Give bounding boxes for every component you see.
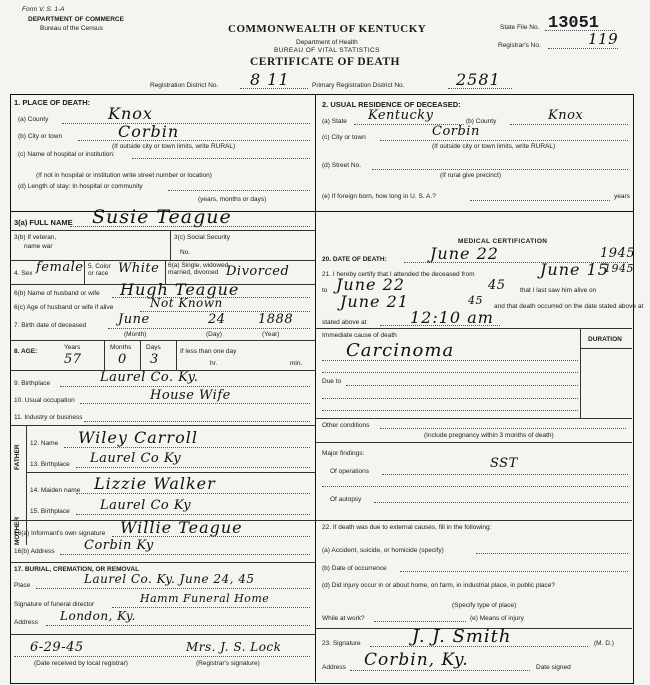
burial-label: 17. BURIAL, CREMATION, OR REMOVAL xyxy=(14,566,140,573)
date-of-death-value: June 22 xyxy=(430,244,499,263)
certify-label: 21. I hereby certify that I attended the deceased from xyxy=(322,271,475,278)
occurrence-label: (b) Date of occurrence xyxy=(322,565,387,572)
birth-day-label: (Day) xyxy=(206,331,222,338)
hospital-note: (If not in hospital or institution write street number or location) xyxy=(36,172,212,179)
attended-from-value: June 15 xyxy=(540,260,609,279)
informant-address-value: Corbin Ky xyxy=(84,538,154,553)
father-name-value: Wiley Carroll xyxy=(78,428,198,447)
usual-residence-label: 2. USUAL RESIDENCE OF DECEASED: xyxy=(322,100,461,109)
full-name-label: 3(a) FULL NAME xyxy=(14,218,73,227)
accident-label: (a) Accident, suicide, or homicide (specify) xyxy=(322,547,444,554)
primary-reg-label: Primary Registration District No. xyxy=(312,82,405,89)
res-city-label: (c) City or town xyxy=(322,134,366,141)
last-saw-label: that I last saw him alive on xyxy=(520,287,597,294)
age-days-label: Days xyxy=(146,344,161,351)
where-injury-label: (d) Did injury occur in or about home, on farm, in industrial place, in public place? xyxy=(322,582,556,589)
age-months-value: 0 xyxy=(118,352,127,367)
birth-year-label: (Year) xyxy=(262,331,280,338)
social-security-label: 3(c) Social Security xyxy=(174,234,230,241)
father-birthplace-value: Laurel Co Ky xyxy=(90,451,182,466)
marital-value: Divorced xyxy=(226,264,290,279)
husband-label: 6(b) Name of husband or wife xyxy=(14,290,100,297)
father-name-label: 12. Name xyxy=(30,440,59,447)
major-findings-label: Major findings: xyxy=(322,450,365,457)
birth-month-value: June xyxy=(118,312,150,327)
mother-name-value: Lizzie Walker xyxy=(94,474,216,493)
funeral-address-label: Address xyxy=(14,619,38,626)
hospital-label: (c) Name of hospital or institution: xyxy=(18,151,115,158)
signer-address-value: Corbin, Ky. xyxy=(364,650,469,670)
registrar-signature-value: Mrs. J. S. Lock xyxy=(186,640,282,654)
medical-cert-label: MEDICAL CERTIFICATION xyxy=(458,238,548,245)
state-file-number: 13051 xyxy=(548,14,600,33)
md-label: (M. D.) xyxy=(594,640,614,647)
primary-reg-number: 2581 xyxy=(456,70,501,89)
res-outside-note: (If outside city or town limits, write RURAL) xyxy=(432,143,556,150)
color-value: White xyxy=(118,261,160,276)
full-name-value: Susie Teague xyxy=(92,206,232,228)
birth-date-label: 7. Birth date of deceased xyxy=(14,322,87,329)
hr-label: hr. xyxy=(210,360,218,367)
birth-month-label: (Month) xyxy=(124,331,147,338)
res-state-value: Kentucky xyxy=(368,108,434,123)
signature-label: 23. Signature xyxy=(322,640,361,647)
marital-label: 6(a) Single, widowed, married, divorced xyxy=(168,262,231,276)
occupation-label: 10. Usual occupation xyxy=(14,397,75,404)
res-county-value: Knox xyxy=(548,108,584,123)
informant-value: Willie Teague xyxy=(120,518,243,537)
cause-of-death-value: Carcinoma xyxy=(346,340,455,361)
funeral-director-value: Hamm Funeral Home xyxy=(140,592,270,605)
date-signed-label: Date signed xyxy=(536,664,571,671)
death-outside-note: (If outside city or town limits, write RURAL) xyxy=(112,143,236,150)
sex-label: 4. Sex xyxy=(14,270,33,277)
department-label: DEPARTMENT OF COMMERCE xyxy=(28,16,124,23)
date-of-death-label: 20. DATE OF DEATH: xyxy=(322,256,387,263)
mother-name-label: 14. Maiden name xyxy=(30,487,81,494)
commonwealth-heading: COMMONWEALTH OF KENTUCKY xyxy=(228,23,427,35)
bureau-vital-label: BUREAU OF VITAL STATISTICS xyxy=(274,47,380,54)
immediate-cause-label: Immediate cause of death xyxy=(322,332,397,339)
while-at-work-label: While at work? xyxy=(322,615,365,622)
birthplace-label: 9. Birthplace xyxy=(14,380,51,387)
name-war-label: name war xyxy=(24,243,53,250)
form-number: Form V. S. 1-A xyxy=(22,6,65,13)
res-city-value: Corbin xyxy=(432,124,480,139)
due-to-label: Due to xyxy=(322,378,342,385)
foreign-born-label: (e) If foreign born, how long in U. S. A.? xyxy=(322,193,436,200)
mother-birthplace-value: Laurel Co Ky xyxy=(100,498,192,513)
attended-to-value: June 22 xyxy=(336,275,405,294)
occupation-value: House Wife xyxy=(150,388,231,403)
reg-district-label: Registration District No. xyxy=(150,82,219,89)
place-of-death-label: 1. PLACE OF DEATH: xyxy=(14,98,91,107)
mother-birthplace-label: 15. Birthplace xyxy=(30,508,70,515)
registrar-label: Registrar's No. xyxy=(498,42,541,49)
informant-label: 16(a) Informant's own signature xyxy=(14,530,106,537)
occurred-label: and that death occurred on the date stated above at xyxy=(494,303,644,310)
other-conditions-label: Other conditions xyxy=(322,422,370,429)
operations-label: Of operations xyxy=(330,468,370,475)
last-saw-value: June 21 xyxy=(340,292,409,311)
res-county-label: (b) County xyxy=(466,118,497,125)
foreign-years-label: years xyxy=(614,193,630,200)
means-of-injury-label: (e) Means of injury xyxy=(470,615,524,622)
burial-value: Laurel Co. Ky. June 24, 45 xyxy=(84,572,255,586)
autopsy-label: Of autopsy xyxy=(330,496,362,503)
state-file-label: State File No. xyxy=(500,24,540,31)
birth-year-value: 1888 xyxy=(258,312,294,327)
age-months-label: Months xyxy=(110,344,132,351)
length-of-stay-label: (d) Length of stay: In hospital or community xyxy=(18,183,143,190)
rural-note: (If rural give precinct) xyxy=(440,172,502,179)
spouse-age-label: 6(c) Age of husband or wife if alive xyxy=(14,304,114,311)
burial-place-label: Place xyxy=(14,582,31,589)
age-days-value: 3 xyxy=(150,352,159,367)
res-state-label: (a) State xyxy=(322,118,347,125)
to-label: to xyxy=(322,287,328,294)
social-no-label: No. xyxy=(180,249,191,256)
sex-value: female xyxy=(36,260,84,275)
time-of-death-value: 12:10 am xyxy=(410,308,494,327)
date-of-death-year: 1945 xyxy=(600,246,636,261)
dept-health-label: Department of Health xyxy=(296,39,358,46)
filed-date-label: (Date received by local registrar) xyxy=(34,660,128,667)
min-label: min. xyxy=(290,360,303,367)
funeral-director-label: Signature of funeral director xyxy=(14,601,95,608)
husband-value: Hugh Teague xyxy=(120,280,240,299)
registrar-number: 119 xyxy=(588,30,619,48)
industry-label: 11. Industry or business xyxy=(14,414,83,421)
age-years-label: Years xyxy=(64,344,81,351)
birthplace-value: Laurel Co. Ky. xyxy=(100,370,199,385)
attended-from-year: 1945 xyxy=(604,262,634,275)
color-label: 5. Color or race xyxy=(88,263,111,277)
birth-day-value: 24 xyxy=(208,312,226,327)
stated-above-label: stated above at xyxy=(322,319,367,326)
external-causes-label: 22. If death was due to external causes, fill in the following: xyxy=(322,524,492,531)
last-saw-year: 45 xyxy=(468,294,483,307)
certificate-title: CERTIFICATE OF DEATH xyxy=(250,56,400,68)
less-than-day-label: If less than one day xyxy=(180,348,237,355)
registrar-signature-label: (Registrar's signature) xyxy=(196,660,260,667)
length-of-stay-note: (years, months or days) xyxy=(198,196,267,203)
father-birthplace-label: 13. Birthplace xyxy=(30,461,70,468)
funeral-address-value: London, Ky. xyxy=(60,609,136,623)
signature-value: J. J. Smith xyxy=(412,626,512,647)
bureau-census-label: Bureau of the Census xyxy=(40,25,103,32)
reg-district-number: 8 11 xyxy=(250,70,290,89)
duration-label: DURATION xyxy=(588,336,622,343)
death-city-label: (b) City or town xyxy=(18,133,63,140)
filed-date-value: 6-29-45 xyxy=(30,640,84,655)
signer-address-label: Address xyxy=(322,664,346,671)
operations-value: SST xyxy=(490,456,518,471)
veteran-label: 3(b) If veteran, xyxy=(14,234,57,241)
specify-place-label: (Specify type of place) xyxy=(452,602,517,609)
street-label: (d) Street No. xyxy=(322,162,362,169)
death-county-value: Knox xyxy=(108,104,153,123)
death-city-value: Corbin xyxy=(118,122,180,141)
mother-side-label: MOTHER xyxy=(14,516,21,545)
spouse-age-value: Not Known xyxy=(150,296,223,310)
pregnancy-note: (Include pregnancy within 3 months of death) xyxy=(424,432,554,439)
age-years-value: 57 xyxy=(64,352,82,367)
death-county-label: (a) County xyxy=(18,116,49,123)
father-side-label: FATHER xyxy=(14,444,21,470)
attended-to-year: 45 xyxy=(488,278,506,293)
age-label: 8. AGE: xyxy=(14,348,38,355)
informant-address-label: 16(b) Address xyxy=(14,548,55,555)
